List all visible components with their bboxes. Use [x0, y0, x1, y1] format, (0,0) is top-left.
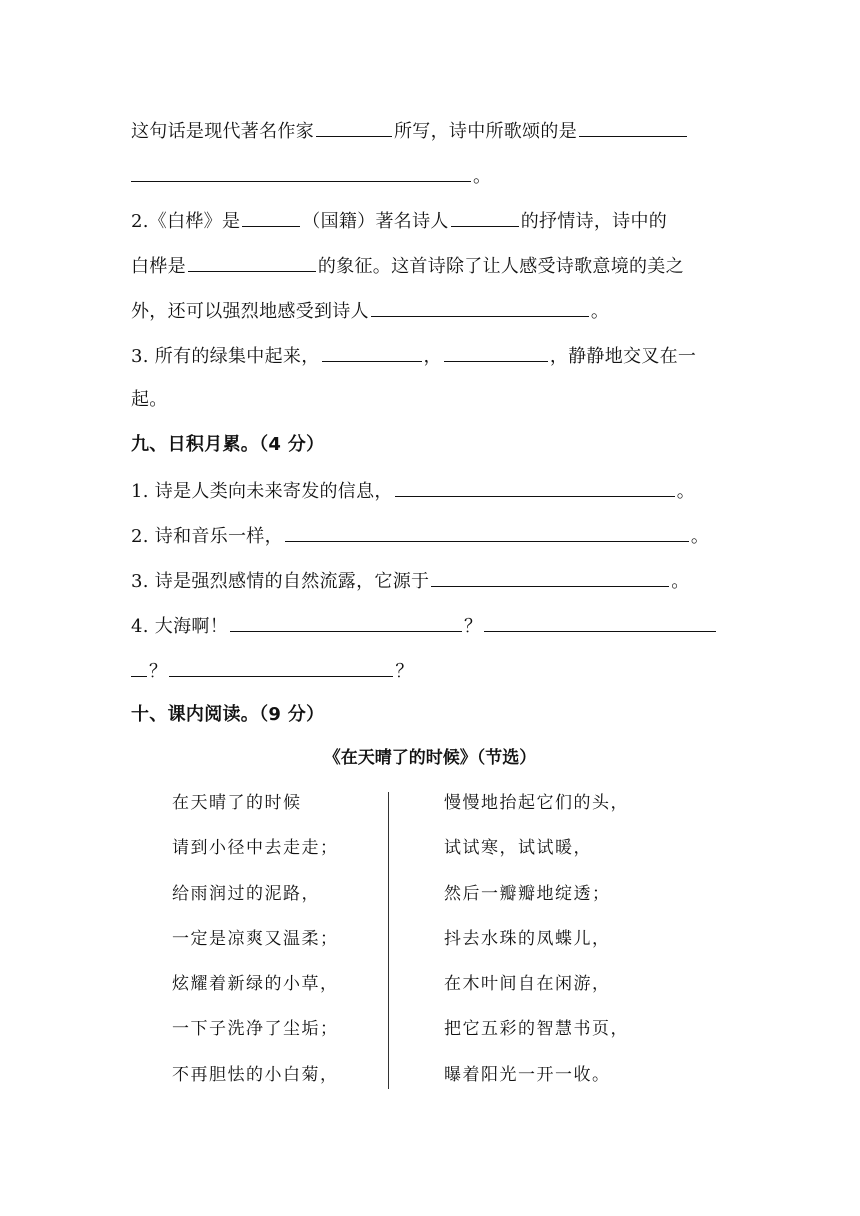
answer-blank[interactable] — [169, 657, 393, 677]
text: ？ — [395, 661, 414, 682]
poem-line: 慢慢地抬起它们的头， — [444, 793, 629, 813]
s8-q2-line-2 — [131, 252, 684, 280]
poem-line: 炫耀着新绿的小草， — [172, 974, 339, 995]
poem-line: 把它五彩的智慧书页， — [444, 1019, 629, 1040]
poem-line: 曝着阳光一开一收。 — [444, 1064, 611, 1085]
s8-q2-line-3 — [131, 297, 609, 325]
answer-blank[interactable] — [131, 657, 147, 677]
poem-right-column — [444, 790, 629, 1107]
text: ？ — [149, 661, 168, 682]
answer-blank[interactable] — [371, 297, 589, 317]
s8-line-1 — [131, 117, 689, 145]
answer-blank[interactable] — [188, 252, 316, 272]
s9-q4-line-1 — [131, 612, 718, 640]
text: 2. 诗和音乐一样， — [131, 526, 283, 547]
section-10-heading: 十、课内阅读。（9 分） — [131, 704, 325, 725]
text: ？ — [464, 616, 483, 637]
poem-line: 然后一瓣瓣地绽透； — [444, 883, 611, 904]
section-9-heading: 九、日积月累。（4 分） — [131, 434, 325, 455]
answer-blank[interactable] — [316, 117, 392, 137]
text: 4. 大海啊！ — [131, 616, 228, 637]
answer-blank[interactable] — [285, 522, 689, 542]
s8-q2-line-1 — [131, 207, 667, 235]
poem-line: 试试寒，试试暖， — [444, 838, 592, 859]
s8-q3-line-2 — [131, 387, 168, 413]
answer-blank[interactable] — [322, 342, 422, 362]
answer-blank[interactable] — [230, 612, 462, 632]
s8-q3-line-1 — [131, 342, 696, 370]
answer-blank[interactable] — [444, 342, 548, 362]
answer-blank[interactable] — [451, 207, 519, 227]
poem-line: 一定是凉爽又温柔； — [172, 928, 339, 949]
s9-q3 — [131, 567, 690, 595]
text: 外，还可以强烈地感受到诗人 — [131, 301, 369, 322]
text: 。 — [676, 481, 696, 502]
poem-title: 《在天晴了的时候》（节选） — [323, 748, 537, 768]
text: 这句话是现代著名作家 — [131, 121, 314, 142]
text: 。 — [473, 166, 492, 187]
s9-q1 — [131, 477, 695, 505]
answer-blank[interactable] — [242, 207, 300, 227]
answer-blank[interactable] — [395, 477, 675, 497]
poem-line: 一下子洗净了尘垢； — [172, 1019, 339, 1040]
poem-line: 在天晴了的时候 — [172, 793, 302, 813]
poem-line: 抖去水珠的凤蝶儿， — [444, 928, 611, 949]
s9-q4-line-2 — [131, 657, 414, 685]
s9-q2 — [131, 522, 709, 550]
text: 3. 所有的绿集中起来， — [131, 346, 320, 367]
text: 起。 — [131, 389, 168, 410]
text: 的抒情诗，诗中的 — [520, 211, 668, 232]
text: 的象征。这首诗除了让人感受诗歌意境的美之 — [317, 256, 684, 277]
text: （国籍）著名诗人 — [302, 211, 449, 232]
text: 2.《白桦》是 — [131, 211, 241, 232]
text: ，静静地交叉在一 — [549, 346, 697, 367]
poem-divider — [388, 792, 389, 1089]
text: 。 — [590, 301, 610, 322]
poem-left-column — [172, 790, 339, 1107]
poem-line: 给雨润过的泥路， — [172, 883, 320, 904]
answer-blank[interactable] — [579, 117, 687, 137]
text: 3. 诗是强烈感情的自然流露，它源于 — [131, 571, 430, 592]
poem-line: 在木叶间自在闲游， — [444, 974, 611, 995]
text: 1. 诗是人类向未来寄发的信息， — [131, 481, 393, 502]
text: 。 — [690, 526, 710, 547]
text: 所写，诗中所歌颂的是 — [394, 121, 577, 142]
answer-blank[interactable] — [431, 567, 669, 587]
s8-line-2 — [131, 162, 491, 190]
poem-line: 请到小径中去走走； — [172, 838, 339, 859]
text: ， — [423, 346, 442, 367]
text: 。 — [671, 571, 690, 592]
poem-line: 不再胆怯的小白菊， — [172, 1064, 339, 1085]
answer-blank[interactable] — [131, 162, 471, 182]
text: 白桦是 — [131, 256, 186, 277]
answer-blank[interactable] — [484, 612, 716, 632]
